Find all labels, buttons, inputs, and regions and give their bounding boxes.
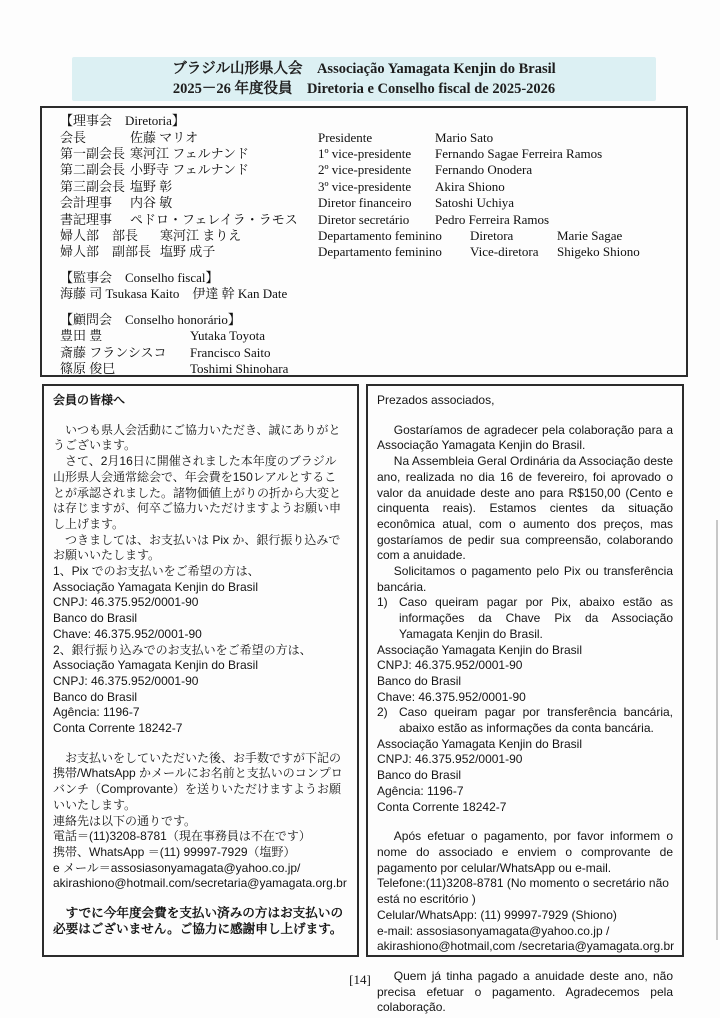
jp-transfer-org: Associação Yamagata Kenjin do Brasil [53,658,259,673]
jp-whatsapp-line: 携帯、WhatsApp ＝(11) 99997-7929（塩野） [53,844,296,859]
officers-box [40,106,688,377]
officer-jp-title: 婦人部 部長 [60,227,139,243]
pt-transfer-bank: Banco do Brasil [377,768,462,783]
jp-transfer-conta: Conta Corrente 18242-7 [53,721,183,736]
officer-jp-name: 寒河江 フェルナンド [130,145,249,161]
pt-email-line-2: akirashiono@hotmail,com /secretaria@yamagata.org.br [377,939,675,954]
honorary-row [60,361,668,377]
jp-notice-heading: 会員の皆様へ [53,393,126,407]
pt-notice-heading: Prezados associados, [377,393,495,407]
jp-pix-cnpj: CNPJ: 46.375.952/0001-90 [53,595,199,610]
honorary-section-title: 【顧問会 Conselho honorário】 [60,311,241,327]
pt-transfer-item [377,705,673,736]
jp-contact-intro: 連絡先は以下の通りです。 [53,813,197,828]
officer-pt-name: Fernando Onodera [435,162,533,178]
jp-transfer-bank: Banco do Brasil [53,689,138,704]
pt-cell-line: Celular/WhatsApp: (11) 99997-7929 (Shiono) [377,907,617,922]
jp-email-line-1: e メール＝assosiasonyamagata@yahoo.co.jp/ [53,860,301,875]
jp-already-paid-paragraph: すでに今年度会費を支払い済みの方はお支払いの必要はございません。ご協力に感謝申し上げます。 [53,906,344,936]
pt-email-line-1: e-mail: assosiasonyamagata@yahoo.co.jp / [377,923,610,938]
header-band [72,57,656,101]
officer-row [60,212,668,228]
jp-pix-option-label: 1、Pix でのお支払いをご希望の方は、 [53,564,260,579]
officer-jp-name: 塩野 彰 [130,178,173,194]
pt-assembly-paragraph: Na Assembleia Geral Ordinária da Associação deste ano, realizada no dia 16 de fevereiro, foi aprovado o valor da anuidade deste ano para R$150,00 (Cento e cinquenta reais). Estamos cientes da situação econômica atual, com o aumento dos preços, mas gostaríamos de pedir sua compreensão, colaborando com a anuidade. [377,454,673,563]
officer-jp-title: 第二副会長 [60,162,126,178]
officer-jp-name: 小野寺 フェルナンド [130,162,249,178]
officer-jp-name: 塩野 成子 [160,244,216,260]
officer-pt-title: Departamento feminino [318,244,442,260]
officer-pt-title: Presidente [318,129,373,145]
pt-pix-item [377,595,673,642]
officer-jp-title: 第一副会長 [60,145,126,161]
officer-row [60,195,668,211]
honorary-jp-name: 篠原 俊巳 [60,360,116,376]
honorary-pt-name: Toshimi Shinohara [190,360,289,376]
scan-edge-artifact [716,520,718,940]
pt-phone-line: Telefone:(11)3208-8781 (No momento o secretário não está no escritório ) [377,876,669,907]
officer-jp-title: 第三副会長 [60,178,126,194]
officer-pt-name: Satoshi Uchiya [435,195,515,211]
header-title-line1: ブラジル山形県人会 Associação Yamagata Kenjin do Brasil [172,61,556,77]
pt-pix-item-marker: 1) [377,595,388,610]
officer-pt-title: Diretor financeiro [318,195,412,211]
officer-pt-title: Departamento feminino [318,227,442,243]
officer-pt-name: Pedro Ferreira Ramos [435,211,550,227]
officer-jp-name: 佐藤 マリオ [130,129,199,145]
honorary-pt-name: Francisco Saito [190,344,271,360]
officer-pt-title: 1º vice-presidente [318,145,412,161]
japanese-notice-box [42,384,359,957]
honorary-pt-name: Yutaka Toyota [190,328,266,344]
pt-after-payment-paragraph: Após efetuar o pagamento, por favor informem o nome do associado e enviem o comprovante de pagamento por celular/WhatsApp ou e-mail. [377,829,673,875]
officer-pt-name: Shigeko Shiono [557,244,640,260]
jp-transfer-option-label: 2、銀行振り込みでのお支払いをご希望の方は、 [53,642,312,657]
pt-transfer-cnpj: CNPJ: 46.375.952/0001-90 [377,752,523,767]
pt-thanks-paragraph: Gostaríamos de agradecer pela colaboração para a Associação Yamagata Kenjin do Brasil. [377,422,673,453]
pt-transfer-agencia: Agência: 1196-7 [377,783,464,798]
jp-comprovante-paragraph: お支払いをしていただいた後、お手数ですが下記の携帯/WhatsApp かメールにお名前と支払いのコンプロバンチ（Comprovante）を送りいただけますようお願いいたします。 [53,750,343,812]
pt-transfer-org: Associação Yamagata Kenjin do Brasil [377,736,583,751]
jp-payment-request-paragraph: つきましては、お支払いは Pix か、銀行振り込みでお願いいたします。 [53,532,341,563]
pt-already-paid-paragraph: Quem já tinha pagado a anuidade deste ano, não precisa efetuar o pagamento. Agradecemos pela colaboração. [377,968,673,1015]
officer-row [60,146,668,162]
pt-transfer-item-text: Caso queiram pagar por transferência bancária, abaixo estão as informações da conta bancária. [399,705,673,736]
honorary-row [60,345,668,361]
honorary-jp-name: 豊田 豊 [60,328,103,344]
officer-row [60,179,668,195]
board-section-title: 【理事会 Diretoria】 [60,113,185,128]
page-number: [14] [349,972,371,987]
pt-payment-request-paragraph: Solicitamos o pagamento pelo Pix ou transferência bancária. [377,564,673,594]
officer-row [60,244,668,260]
officer-jp-name: 内谷 敏 [130,195,173,211]
fiscal-members-line: 海藤 司 Tsukasa Kaito 伊達 幹 Kan Date [60,286,288,302]
officer-row [60,162,668,178]
jp-pix-chave: Chave: 46.375.952/0001-90 [53,626,202,641]
officer-row [60,228,668,244]
header-title-line2: 2025－26 年度役員 Diretoria e Conselho fiscal de 2025-2026 [172,81,556,97]
officer-pt-role: Diretora [470,227,514,243]
officer-jp-name: 寒河江 まりえ [160,227,242,243]
jp-email-line-2: akirashiono@hotmail.com/secretaria@yamagata.org.br [53,876,347,891]
officer-pt-name: Mario Sato [435,129,494,145]
officer-pt-name: Marie Sagae [557,227,623,243]
officer-jp-name: ペドロ・フェレイラ・ラモス [130,211,298,227]
officer-pt-name: Fernando Sagae Ferreira Ramos [435,145,603,161]
jp-fee-paragraph: さて、2月16日に開催されました本年度のブラジル山形県人会通常総会で、年会費を150レアルとすることが承認されました。諸物価値上がりの折から大変とは存じますが、何卒ご協力いただけますようお願い申し上げます。 [53,454,342,531]
pt-transfer-conta: Conta Corrente 18242-7 [377,799,507,814]
officer-pt-title: 2º vice-presidente [318,162,412,178]
officer-pt-name: Akira Shiono [435,178,505,194]
officer-row [60,130,668,146]
honorary-row [60,328,668,344]
officer-jp-title: 婦人部 副部長 [60,244,152,260]
pt-transfer-item-marker: 2) [377,705,388,720]
officer-jp-title: 会長 [60,129,87,145]
officer-pt-title: Diretor secretário [318,211,410,227]
pt-pix-item-text: Caso queiram pagar por Pix, abaixo estão as informações da Chave Pix da Associação Yamagata Kenjin do Brasil. [399,595,673,641]
jp-pix-bank: Banco do Brasil [53,611,138,626]
fiscal-section-title: 【監事会 Conselho fiscal】 [60,269,219,285]
pt-pix-bank: Banco do Brasil [377,673,462,688]
jp-phone-line: 電話＝(11)3208-8781（現在事務員は不在です） [53,829,311,844]
jp-transfer-cnpj: CNPJ: 46.375.952/0001-90 [53,673,199,688]
pt-pix-org: Associação Yamagata Kenjin do Brasil [377,642,583,657]
pt-pix-chave: Chave: 46.375.952/0001-90 [377,689,526,704]
honorary-jp-name: 斎藤 フランシスコ [60,344,167,360]
officer-jp-title: 会計理事 [60,195,113,211]
jp-transfer-agencia: Agência: 1196-7 [53,705,140,720]
portuguese-notice-box [366,384,684,1015]
officer-pt-title: 3º vice-presidente [318,178,412,194]
jp-thanks-paragraph: いつも県人会活動にご協力いただき、誠にありがとうございます。 [53,422,341,453]
jp-pix-org: Associação Yamagata Kenjin do Brasil [53,579,259,594]
pt-pix-cnpj: CNPJ: 46.375.952/0001-90 [377,658,523,673]
officer-pt-role: Vice-diretora [470,244,539,260]
officer-jp-title: 書記理事 [60,211,113,227]
